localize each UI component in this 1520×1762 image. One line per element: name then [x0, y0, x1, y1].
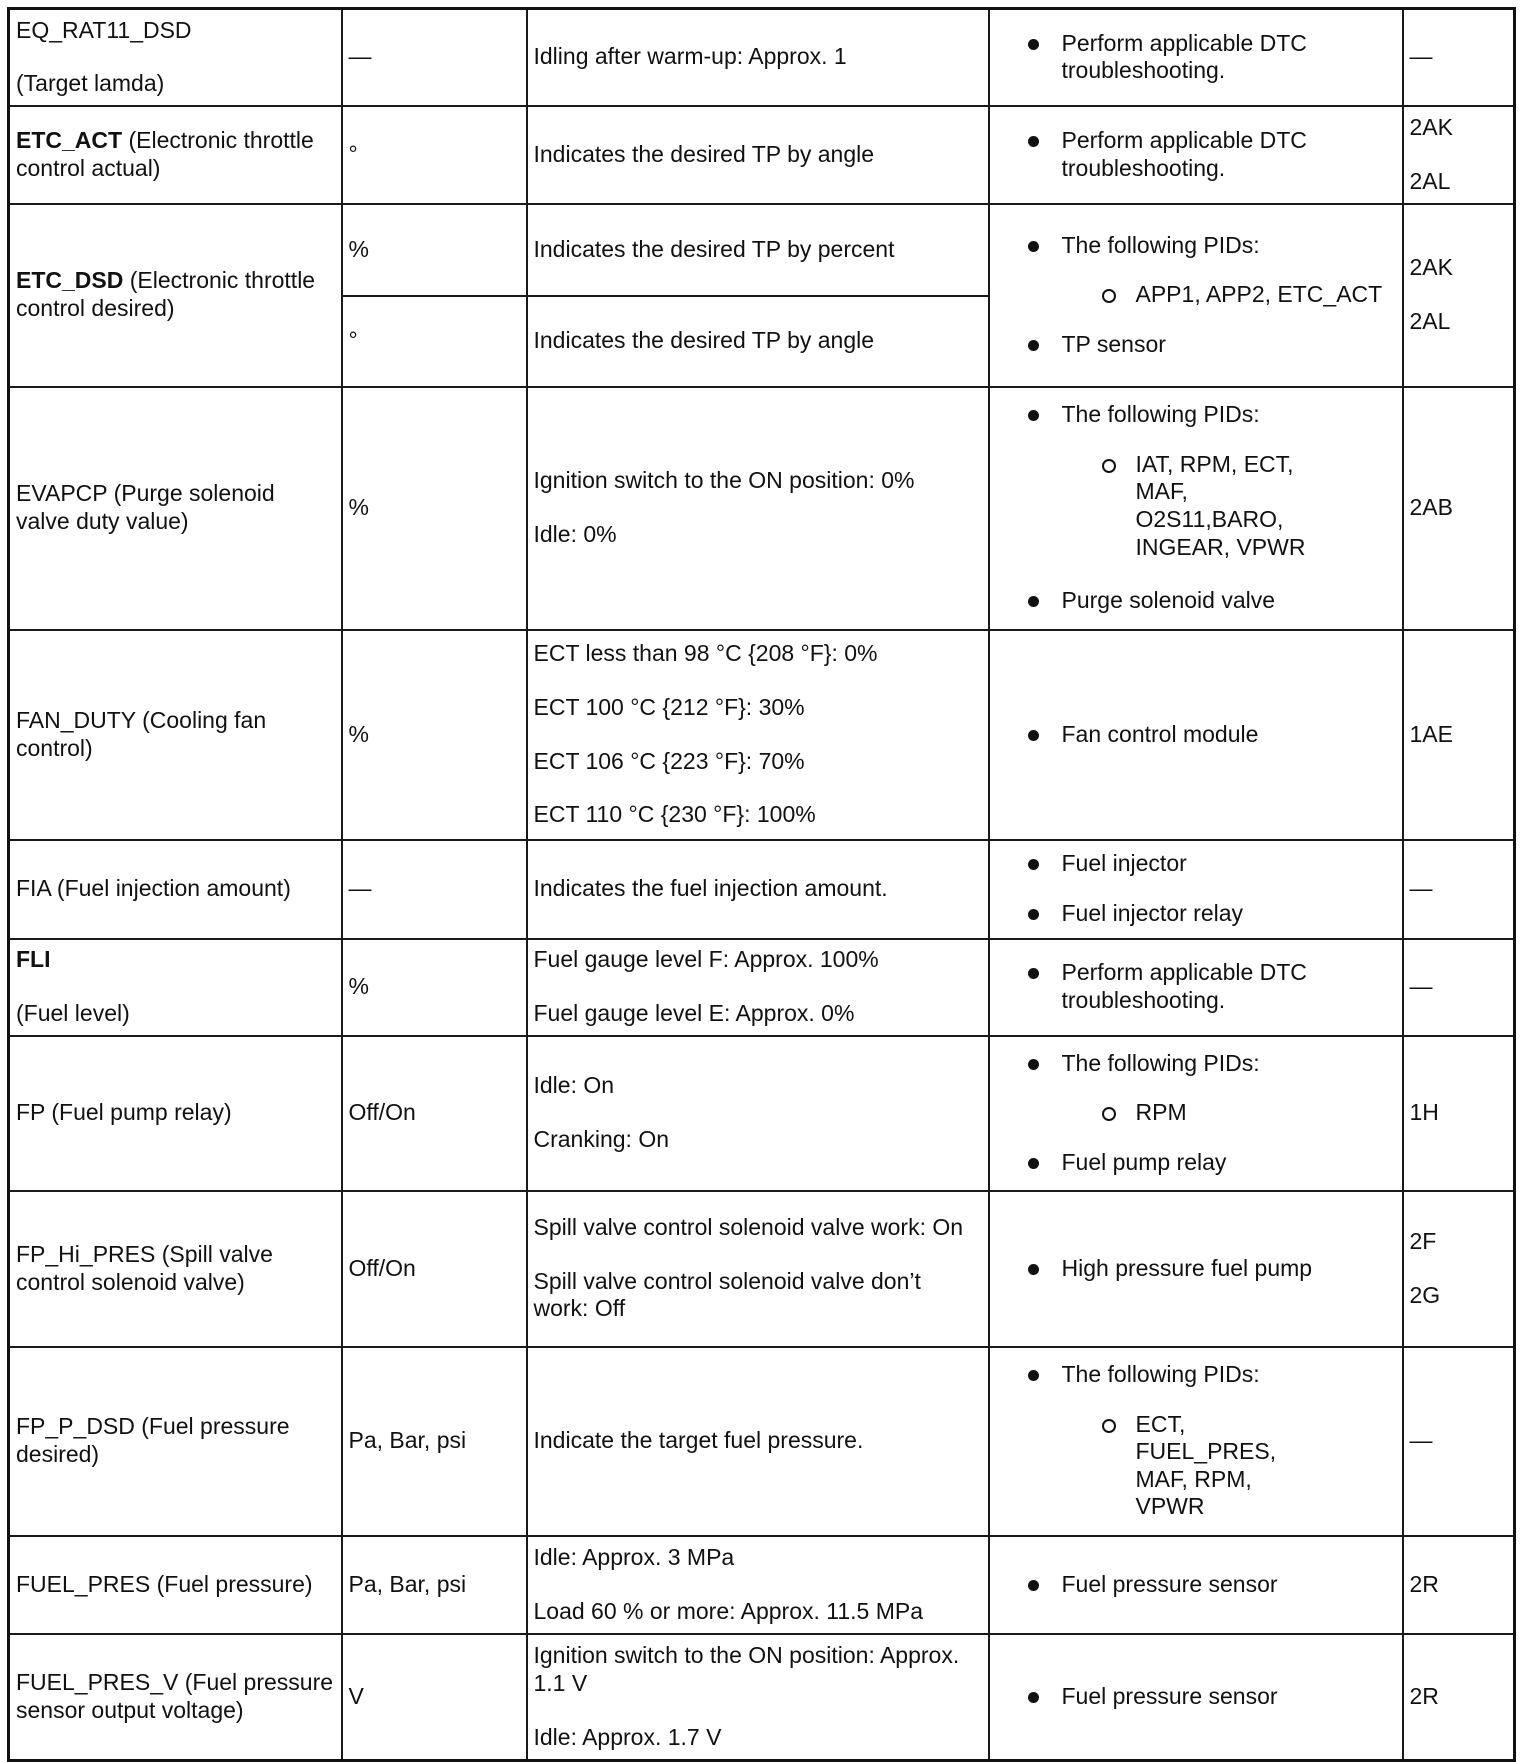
terminal-cell: [1403, 1191, 1515, 1347]
table-row: [9, 9, 1515, 106]
condition-line: Indicate the target fuel pressure.: [533, 1427, 864, 1454]
action-bullet: Purge solenoid valve: [1028, 587, 1396, 615]
condition-line: Indicates the desired TP by angle: [533, 327, 875, 354]
action-cell: [989, 106, 1403, 204]
table-row: [9, 1191, 1515, 1347]
condition-cell: [527, 106, 989, 204]
table-row: [9, 939, 1515, 1036]
terminal-value: 2AK: [1409, 254, 1453, 281]
action-sub-item: IAT, RPM, ECT, MAF, O2S11,BARO, INGEAR, VPWR: [1102, 451, 1326, 561]
pid-code: FP_Hi_PRES: [16, 1240, 156, 1267]
pid-name-cell: [9, 630, 342, 840]
condition-line: ECT 106 °C {223 °F}: 70%: [533, 747, 805, 774]
condition-cell: [527, 840, 989, 939]
pid-code: FP_P_DSD: [16, 1413, 135, 1440]
action-cell: [989, 9, 1403, 106]
table-row: [9, 1634, 1515, 1761]
condition-line: Indicates the desired TP by percent: [533, 235, 895, 262]
action-lead: The following PIDs:: [1061, 1361, 1260, 1388]
pid-name-cell: [9, 1191, 342, 1347]
action-cell: [989, 630, 1403, 840]
condition-cell: [527, 939, 989, 1036]
action-bullet: Fuel injector relay: [1028, 900, 1396, 928]
action-bullet: [1028, 1050, 1396, 1127]
pid-description: (Spill valve control solenoid valve): [16, 1240, 273, 1295]
action-cell: [989, 1347, 1403, 1536]
terminal-cell: 2AB: [1403, 387, 1515, 630]
unit-cell: Off/On: [342, 1036, 527, 1191]
table-row: [9, 204, 1515, 296]
action-lead: The following PIDs:: [1061, 231, 1260, 258]
pid-code: FAN_DUTY: [16, 706, 136, 733]
pid-name-cell: [9, 106, 342, 204]
condition-line: Idle: Approx. 3 MPa: [533, 1543, 735, 1570]
condition-cell: [527, 1191, 989, 1347]
pid-name-cell: [9, 1036, 342, 1191]
pid-code: EQ_RAT11_DSD: [16, 16, 192, 43]
terminal-cell: [1403, 204, 1515, 387]
action-sub-item: RPM: [1102, 1099, 1396, 1127]
pid-description: (Electronic throttle control desired): [16, 267, 316, 321]
condition-line: ECT less than 98 °C {208 °F}: 0%: [533, 640, 878, 667]
pid-code: FIA: [16, 875, 51, 902]
condition-line: Ignition switch to the ON position: 0%: [533, 467, 915, 494]
action-cell: [989, 1634, 1403, 1761]
table-row: [9, 1536, 1515, 1634]
table-row: [9, 387, 1515, 630]
unit-cell: V: [342, 1634, 527, 1761]
action-bullet: Fan control module: [1028, 721, 1396, 749]
table-row: [9, 1347, 1515, 1536]
condition-line: Idle: On: [533, 1072, 615, 1099]
terminal-cell: 2R: [1403, 1634, 1515, 1761]
action-bullet: Fuel pump relay: [1028, 1149, 1396, 1177]
action-bullet: Fuel injector: [1028, 850, 1396, 878]
terminal-value: 2G: [1409, 1281, 1441, 1308]
action-bullet: Perform applicable DTC troubleshooting.: [1028, 127, 1396, 182]
table-row: [9, 630, 1515, 840]
table-row: [9, 106, 1515, 204]
pid-description: (Cooling fan control): [16, 706, 267, 761]
pid-code: ETC_ACT: [16, 126, 123, 153]
pid-name-cell: [9, 9, 342, 106]
pid-name-cell: [9, 939, 342, 1036]
pid-code: FUEL_PRES_V: [16, 1669, 179, 1696]
pid-code: ETC_DSD: [16, 267, 124, 294]
action-cell: [989, 1536, 1403, 1634]
condition-line: Indicates the desired TP by angle: [533, 140, 875, 167]
pid-description: (Fuel pressure): [156, 1570, 313, 1597]
action-bullet: Perform applicable DTC troubleshooting.: [1028, 30, 1396, 85]
terminal-cell: —: [1403, 840, 1515, 939]
action-cell: [989, 1191, 1403, 1347]
pid-description: (Fuel level): [16, 1000, 130, 1026]
action-bullet: [1028, 401, 1396, 561]
condition-cell: [527, 9, 989, 106]
unit-cell: °: [342, 296, 527, 387]
terminal-cell: [1403, 106, 1515, 204]
condition-cell: [527, 1536, 989, 1634]
condition-cell: [527, 630, 989, 840]
action-bullet: Perform applicable DTC troubleshooting.: [1028, 959, 1396, 1014]
condition-cell: [527, 1347, 989, 1536]
action-cell: [989, 1036, 1403, 1191]
unit-cell: —: [342, 9, 527, 106]
action-sub-item: APP1, APP2, ETC_ACT: [1102, 281, 1396, 309]
unit-cell: °: [342, 106, 527, 204]
terminal-cell: 1H: [1403, 1036, 1515, 1191]
pid-name-cell: [9, 204, 342, 387]
pid-description: (Electronic throttle control actual): [16, 126, 314, 181]
terminal-cell: —: [1403, 9, 1515, 106]
pid-description: (Purge solenoid valve duty value): [16, 480, 275, 534]
terminal-value: 2AK: [1409, 113, 1453, 140]
pid-description: (Fuel pressure desired): [16, 1413, 290, 1467]
unit-cell: %: [342, 387, 527, 630]
condition-cell: [527, 1036, 989, 1191]
pid-description: (Fuel pressure sensor output voltage): [16, 1669, 334, 1723]
action-cell: [989, 204, 1403, 387]
action-bullet: Fuel pressure sensor: [1028, 1571, 1396, 1599]
pid-name-cell: [9, 1634, 342, 1761]
terminal-cell: 2R: [1403, 1536, 1515, 1634]
terminal-cell: —: [1403, 1347, 1515, 1536]
condition-cell: [527, 1634, 989, 1761]
table-row: [9, 1036, 1515, 1191]
condition-line: Idling after warm-up: Approx. 1: [533, 43, 847, 70]
unit-cell: Pa, Bar, psi: [342, 1536, 527, 1634]
condition-line: ECT 100 °C {212 °F}: 30%: [533, 693, 805, 720]
pid-name-cell: [9, 1347, 342, 1536]
action-cell: [989, 840, 1403, 939]
action-bullet: Fuel pressure sensor: [1028, 1683, 1396, 1711]
condition-cell: [527, 204, 989, 296]
unit-cell: Off/On: [342, 1191, 527, 1347]
pid-monitor-table: [7, 7, 1516, 1762]
terminal-cell: 1AE: [1403, 630, 1515, 840]
terminal-value: 2AL: [1409, 308, 1451, 334]
pid-code: FUEL_PRES: [16, 1570, 151, 1597]
action-cell: [989, 939, 1403, 1036]
pid-code: FP: [16, 1099, 45, 1126]
condition-cell: [527, 387, 989, 630]
action-bullet: [1028, 232, 1396, 309]
pid-name-cell: [9, 387, 342, 630]
pid-description: (Fuel injection amount): [56, 875, 291, 902]
condition-cell: [527, 296, 989, 387]
condition-line: Cranking: On: [533, 1126, 670, 1152]
action-bullet: High pressure fuel pump: [1028, 1255, 1396, 1283]
action-bullet: [1028, 1361, 1396, 1521]
pid-name-cell: [9, 840, 342, 939]
unit-cell: Pa, Bar, psi: [342, 1347, 527, 1536]
unit-cell: %: [342, 204, 527, 296]
table-row: [9, 840, 1515, 939]
condition-line: Spill valve control solenoid valve don’t work: Off: [533, 1267, 921, 1322]
unit-cell: %: [342, 630, 527, 840]
condition-line: Fuel gauge level F: Approx. 100%: [533, 946, 879, 973]
pid-code: EVAPCP: [16, 480, 108, 507]
condition-line: Idle: 0%: [533, 521, 617, 547]
condition-line: Ignition switch to the ON position: Approx. 1.1 V: [533, 1642, 960, 1696]
condition-line: Indicates the fuel injection amount.: [533, 875, 888, 902]
condition-line: Load 60 % or more: Approx. 11.5 MPa: [533, 1597, 924, 1624]
condition-line: Fuel gauge level E: Approx. 0%: [533, 1000, 855, 1026]
terminal-value: 2AL: [1409, 167, 1451, 194]
action-cell: [989, 387, 1403, 630]
pid-code: FLI: [16, 946, 51, 973]
unit-cell: %: [342, 939, 527, 1036]
action-lead: The following PIDs:: [1061, 401, 1260, 428]
action-sub-item: ECT, FUEL_PRES, MAF, RPM, VPWR: [1102, 1411, 1286, 1521]
pid-name-cell: [9, 1536, 342, 1634]
pid-description: (Fuel pump relay): [51, 1099, 232, 1126]
action-lead: The following PIDs:: [1061, 1049, 1260, 1076]
action-bullet: TP sensor: [1028, 331, 1396, 359]
condition-line: Idle: Approx. 1.7 V: [533, 1723, 722, 1750]
condition-line: ECT 110 °C {230 °F}: 100%: [533, 801, 816, 828]
terminal-cell: —: [1403, 939, 1515, 1036]
pid-description: (Target lamda): [16, 70, 165, 97]
terminal-value: 2F: [1409, 1227, 1437, 1254]
condition-line: Spill valve control solenoid valve work: On: [533, 1214, 964, 1241]
unit-cell: —: [342, 840, 527, 939]
